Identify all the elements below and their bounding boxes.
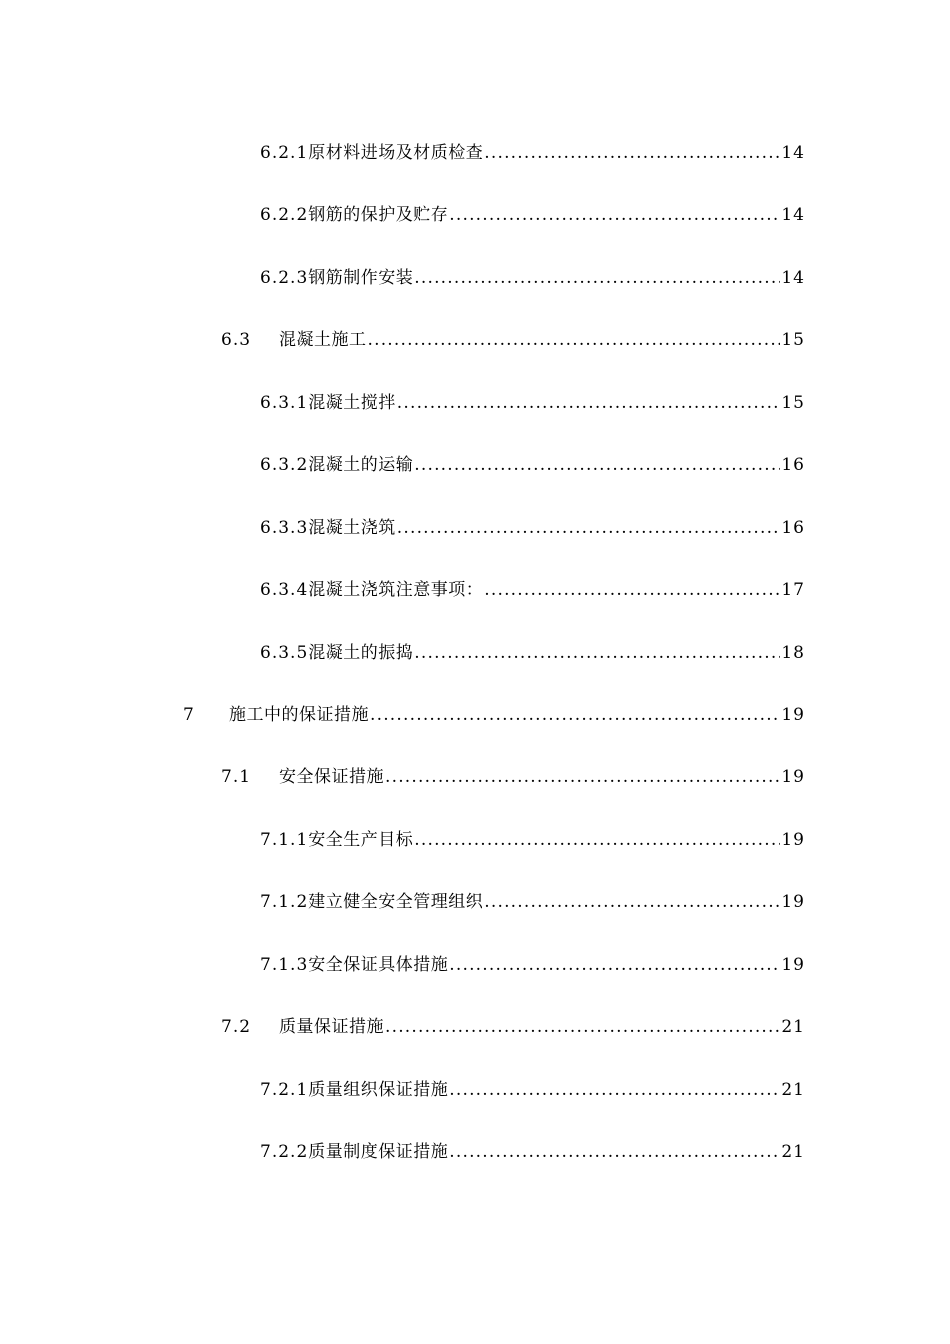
- dot-leader: [484, 142, 780, 164]
- toc-entry-6-3[interactable]: [221, 323, 805, 351]
- toc-entry-number: 6.2.1: [260, 143, 309, 163]
- toc-entry-number: 6.3.3: [260, 518, 309, 538]
- toc-entry-number: 7: [183, 705, 195, 725]
- toc-entry-title: 安全保证具体措施: [308, 955, 449, 975]
- toc-entry-title: 安全生产目标: [308, 830, 414, 850]
- toc-entry-number: 6.3.4: [260, 580, 309, 600]
- dot-leader: [449, 204, 780, 226]
- toc-entry-page: 15: [781, 393, 805, 413]
- toc-entry-7-2-2[interactable]: [260, 1135, 805, 1163]
- toc-entry-title: 原材料进场及材质检查: [308, 143, 484, 163]
- toc-entry-page: 15: [781, 330, 805, 350]
- toc-entry-7-1-3[interactable]: [260, 948, 805, 976]
- toc-entry-6-3-4[interactable]: [260, 573, 805, 601]
- toc-entry-6-2-3[interactable]: [260, 261, 805, 289]
- toc-entry-page: 16: [781, 455, 805, 475]
- toc-entry-number: 7.1.1: [260, 830, 309, 850]
- toc-entry-title: 混凝土的振捣: [308, 643, 414, 663]
- toc-entry-title: 质量组织保证措施: [308, 1080, 449, 1100]
- toc-entry-7-2-1[interactable]: [260, 1073, 805, 1101]
- toc-entry-page: 19: [781, 705, 805, 725]
- dot-leader: [414, 642, 780, 664]
- toc-entry-page: 17: [781, 580, 805, 600]
- toc-entry-number: 6.3.5: [260, 643, 309, 663]
- toc-entry-7-1-1[interactable]: [260, 823, 805, 851]
- toc-entry-page: 19: [781, 830, 805, 850]
- toc-entry-title: 混凝土的运输: [308, 455, 414, 475]
- toc-entry-number: 7.2.1: [260, 1080, 309, 1100]
- toc-entry-number: 7.1: [221, 767, 252, 787]
- dot-leader: [449, 1141, 780, 1163]
- toc-entry-page: 19: [781, 955, 805, 975]
- toc-entry-page: 14: [781, 268, 805, 288]
- toc-entry-title: 施工中的保证措施: [229, 705, 369, 725]
- dot-leader: [414, 829, 780, 851]
- dot-leader: [414, 454, 780, 476]
- toc-entry-number: 6.2.3: [260, 268, 309, 288]
- toc-entry-page: 18: [781, 643, 805, 663]
- dot-leader: [385, 1016, 780, 1038]
- toc-entry-6-3-2[interactable]: [260, 448, 805, 476]
- toc-entry-7-1-2[interactable]: [260, 885, 805, 913]
- toc-entry-page: 19: [781, 767, 805, 787]
- toc-entry-number: 7.1.2: [260, 892, 309, 912]
- dot-leader: [385, 766, 780, 788]
- toc-entry-title: 建立健全安全管理组织: [308, 892, 484, 912]
- toc-entry-title: 混凝土搅拌: [308, 393, 396, 413]
- toc-entry-page: 21: [781, 1142, 805, 1162]
- dot-leader: [370, 704, 780, 726]
- toc-entry-title: 混凝土浇筑: [308, 518, 396, 538]
- toc-entry-title: 安全保证措施: [279, 767, 384, 787]
- toc-entry-number: 6.3: [221, 330, 252, 350]
- toc-entry-number: 6.3.1: [260, 393, 309, 413]
- toc-entry-page: 19: [781, 892, 805, 912]
- toc-entry-7-1[interactable]: [221, 760, 805, 788]
- toc-entry-6-3-5[interactable]: [260, 636, 805, 664]
- toc-entry-6-2-2[interactable]: [260, 198, 805, 226]
- toc-entry-title: 质量制度保证措施: [308, 1142, 449, 1162]
- dot-leader: [397, 517, 781, 539]
- dot-leader: [449, 1079, 780, 1101]
- dot-leader: [414, 267, 780, 289]
- toc-entry-7[interactable]: [183, 698, 805, 726]
- toc-entry-page: 14: [781, 143, 805, 163]
- toc-entry-title: 混凝土浇筑注意事项：: [308, 580, 484, 600]
- toc-entry-number: 6.3.2: [260, 455, 309, 475]
- dot-leader: [449, 954, 780, 976]
- toc-entry-page: 21: [781, 1080, 805, 1100]
- dot-leader: [484, 891, 780, 913]
- toc-entry-7-2[interactable]: [221, 1010, 805, 1038]
- toc-entry-6-3-1[interactable]: [260, 386, 805, 414]
- toc-entry-6-3-3[interactable]: [260, 511, 805, 539]
- toc-entry-number: 7.1.3: [260, 955, 309, 975]
- toc-entry-page: 21: [781, 1017, 805, 1037]
- dot-leader: [484, 579, 780, 601]
- toc-entry-title: 钢筋的保护及贮存: [308, 205, 449, 225]
- toc-entry-title: 质量保证措施: [279, 1017, 384, 1037]
- toc-entry-page: 16: [781, 518, 805, 538]
- dot-leader: [397, 392, 781, 414]
- toc-entry-6-2-1[interactable]: [260, 136, 805, 164]
- toc-entry-title: 钢筋制作安装: [308, 268, 414, 288]
- toc-entry-number: 7.2.2: [260, 1142, 309, 1162]
- toc-entry-title: 混凝土施工: [279, 330, 367, 350]
- dot-leader: [368, 329, 781, 351]
- toc-entry-number: 6.2.2: [260, 205, 309, 225]
- toc-entry-page: 14: [781, 205, 805, 225]
- toc-entry-number: 7.2: [221, 1017, 252, 1037]
